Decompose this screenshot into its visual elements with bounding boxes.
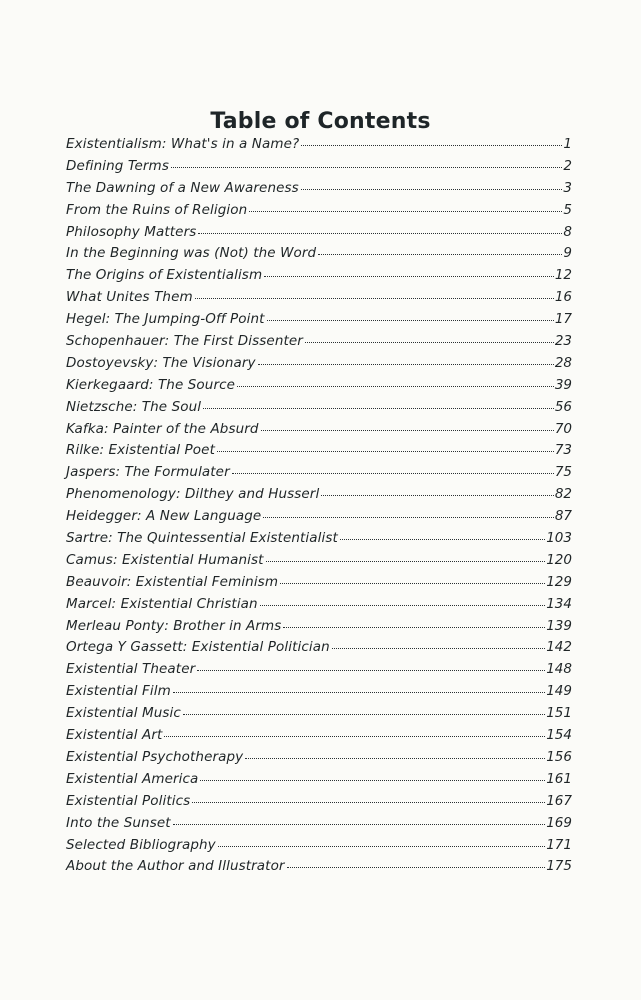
- toc-entry-title: What Unites Them: [66, 289, 193, 306]
- toc-entry-title: Existential Music: [66, 705, 181, 722]
- toc-entry-page-number: 148: [546, 661, 572, 678]
- dot-leader: [283, 626, 545, 628]
- toc-entry: [66, 506, 572, 528]
- toc-entry-page-number: 73: [554, 442, 572, 459]
- toc-entry: [66, 462, 572, 484]
- toc-entry: [66, 550, 572, 572]
- toc-entry-page-number: 175: [546, 858, 572, 875]
- dot-leader: [203, 407, 554, 409]
- dot-leader: [217, 450, 554, 452]
- dot-leader: [301, 144, 562, 146]
- dot-leader: [280, 582, 545, 584]
- toc-entry-page-number: 169: [546, 814, 572, 831]
- toc-entry-title: From the Ruins of Religion: [66, 201, 248, 218]
- dot-leader: [287, 866, 546, 868]
- dot-leader: [200, 779, 545, 781]
- dot-leader: [267, 319, 554, 321]
- toc-entry: [66, 419, 572, 441]
- toc-entry-page-number: 39: [554, 376, 572, 393]
- dot-leader: [164, 735, 545, 737]
- toc-entry-title: Merleau Ponty: Brother in Arms: [66, 617, 282, 634]
- toc-entry-title: Existential Film: [66, 683, 171, 700]
- toc-entry-title: Beauvoir: Existential Feminism: [66, 573, 279, 590]
- page-title: Table of Contents: [210, 108, 431, 134]
- dot-leader: [232, 472, 554, 474]
- toc-entry-title: Existential Art: [66, 727, 163, 744]
- toc-entry: [66, 813, 572, 835]
- toc-entry: [66, 659, 572, 681]
- toc-entry-title: Kierkegaard: The Source: [66, 376, 236, 393]
- toc-entry-title: Selected Bibliography: [66, 836, 216, 853]
- dot-leader: [173, 691, 545, 693]
- dot-leader: [249, 210, 562, 212]
- dot-leader: [305, 341, 554, 343]
- dot-leader: [263, 516, 554, 518]
- toc-entry-page-number: 129: [546, 573, 572, 590]
- toc-entry: [66, 287, 572, 309]
- toc-entry: [66, 309, 572, 331]
- toc-entry-title: Nietzsche: The Soul: [66, 398, 202, 415]
- dot-leader: [301, 188, 563, 190]
- toc-entry-page-number: 120: [546, 551, 572, 568]
- dot-leader: [258, 363, 554, 365]
- dot-leader: [321, 494, 554, 496]
- toc-entry-title: Rilke: Existential Poet: [66, 442, 215, 459]
- toc-entry: [66, 375, 572, 397]
- dot-leader: [183, 713, 545, 715]
- toc-entry-title: The Origins of Existentialism: [66, 267, 263, 284]
- dot-leader: [332, 647, 545, 649]
- toc-entry: [66, 353, 572, 375]
- toc-entry-page-number: 154: [546, 727, 572, 744]
- toc-entry: [66, 594, 572, 616]
- toc-entry-page-number: 134: [546, 595, 572, 612]
- toc-entry-page-number: 171: [546, 836, 572, 853]
- toc-entry: [66, 528, 572, 550]
- toc-entry-title: Existential Theater: [66, 661, 196, 678]
- toc-entry-title: Existentialism: What's in a Name?: [66, 136, 300, 152]
- toc-entry-title: The Dawning of a New Awareness: [66, 179, 299, 196]
- toc-entry: [66, 769, 572, 791]
- toc-entry: [66, 835, 572, 857]
- toc-entry-page-number: 56: [554, 398, 572, 415]
- dot-leader: [195, 297, 554, 299]
- dot-leader: [171, 166, 562, 168]
- toc-entry-title: Kafka: Painter of the Absurd: [66, 420, 259, 437]
- toc-entry: [66, 156, 572, 178]
- toc-entry: [66, 747, 572, 769]
- toc-entry: [66, 134, 572, 156]
- toc-entry: [66, 681, 572, 703]
- toc-entry: [66, 222, 572, 244]
- toc-entry-page-number: 3: [563, 179, 572, 196]
- toc-entry: [66, 637, 572, 659]
- toc-entry: [66, 572, 572, 594]
- toc-entry-title: Into the Sunset: [66, 814, 171, 831]
- toc-entry: [66, 265, 572, 287]
- dot-leader: [192, 801, 545, 803]
- dot-leader: [266, 560, 546, 562]
- toc-entry-title: Existential America: [66, 770, 199, 787]
- toc-entry-page-number: 139: [546, 617, 572, 634]
- toc-entry-title: Jaspers: The Formulater: [66, 464, 230, 481]
- toc-entry-title: Sartre: The Quintessential Existentialist: [66, 530, 338, 547]
- dot-leader: [173, 823, 546, 825]
- dot-leader: [237, 385, 554, 387]
- toc-entry-title: Marcel: Existential Christian: [66, 595, 258, 612]
- toc-entry-page-number: 75: [554, 464, 572, 481]
- dot-leader: [261, 429, 554, 431]
- toc-entry: [66, 397, 572, 419]
- toc-entry-title: Existential Psychotherapy: [66, 748, 244, 765]
- dot-leader: [260, 604, 546, 606]
- toc-entry-title: Hegel: The Jumping-Off Point: [66, 311, 265, 328]
- toc-entry: [66, 440, 572, 462]
- toc-entry: [66, 791, 572, 813]
- toc-entry-page-number: 28: [554, 354, 572, 371]
- toc-entry-page-number: 9: [563, 245, 572, 262]
- toc-entry: [66, 856, 572, 878]
- toc-entry-page-number: 2: [563, 157, 572, 174]
- toc-entry-title: Heidegger: A New Language: [66, 508, 262, 525]
- dot-leader: [197, 669, 545, 671]
- toc-entry: [66, 616, 572, 638]
- dot-leader: [340, 538, 545, 540]
- toc-entry-title: Camus: Existential Humanist: [66, 551, 264, 568]
- dot-leader: [264, 275, 554, 277]
- toc-entry-title: Existential Politics: [66, 792, 191, 809]
- toc-entry-page-number: 82: [554, 486, 572, 503]
- toc-entry-page-number: 70: [554, 420, 572, 437]
- toc-entry: [66, 200, 572, 222]
- toc-entry-page-number: 1: [563, 136, 572, 152]
- toc-entry-page-number: 5: [563, 201, 572, 218]
- toc-entry: [66, 484, 572, 506]
- dot-leader: [318, 253, 562, 255]
- toc-entry-page-number: 156: [546, 748, 572, 765]
- toc-entry-title: Schopenhauer: The First Dissenter: [66, 333, 303, 350]
- toc-entry-page-number: 12: [554, 267, 572, 284]
- toc-entry-title: Philosophy Matters: [66, 223, 197, 240]
- toc-entry-page-number: 23: [554, 333, 572, 350]
- toc-entry: [66, 703, 572, 725]
- toc-entry-page-number: 167: [546, 792, 572, 809]
- toc-entry-title: About the Author and Illustrator: [66, 858, 285, 875]
- toc-entry-page-number: 8: [563, 223, 572, 240]
- toc-entry-title: Ortega Y Gassett: Existential Politician: [66, 639, 330, 656]
- toc-entry-page-number: 161: [546, 770, 572, 787]
- dot-leader: [245, 757, 545, 759]
- toc-entry: [66, 178, 572, 200]
- toc-entry-title: In the Beginning was (Not) the Word: [66, 245, 317, 262]
- table-of-contents: [66, 134, 572, 878]
- toc-entry-page-number: 16: [554, 289, 572, 306]
- toc-entry: [66, 243, 572, 265]
- toc-entry-page-number: 87: [554, 508, 572, 525]
- dot-leader: [198, 232, 562, 234]
- toc-entry-page-number: 151: [546, 705, 572, 722]
- toc-entry: [66, 725, 572, 747]
- toc-entry-page-number: 142: [546, 639, 572, 656]
- toc-entry: [66, 331, 572, 353]
- toc-entry-title: Dostoyevsky: The Visionary: [66, 354, 256, 371]
- toc-entry-page-number: 149: [546, 683, 572, 700]
- dot-leader: [218, 845, 545, 847]
- toc-entry-page-number: 103: [546, 530, 572, 547]
- toc-entry-title: Phenomenology: Dilthey and Husserl: [66, 486, 320, 503]
- toc-entry-title: Defining Terms: [66, 157, 169, 174]
- toc-entry-page-number: 17: [554, 311, 572, 328]
